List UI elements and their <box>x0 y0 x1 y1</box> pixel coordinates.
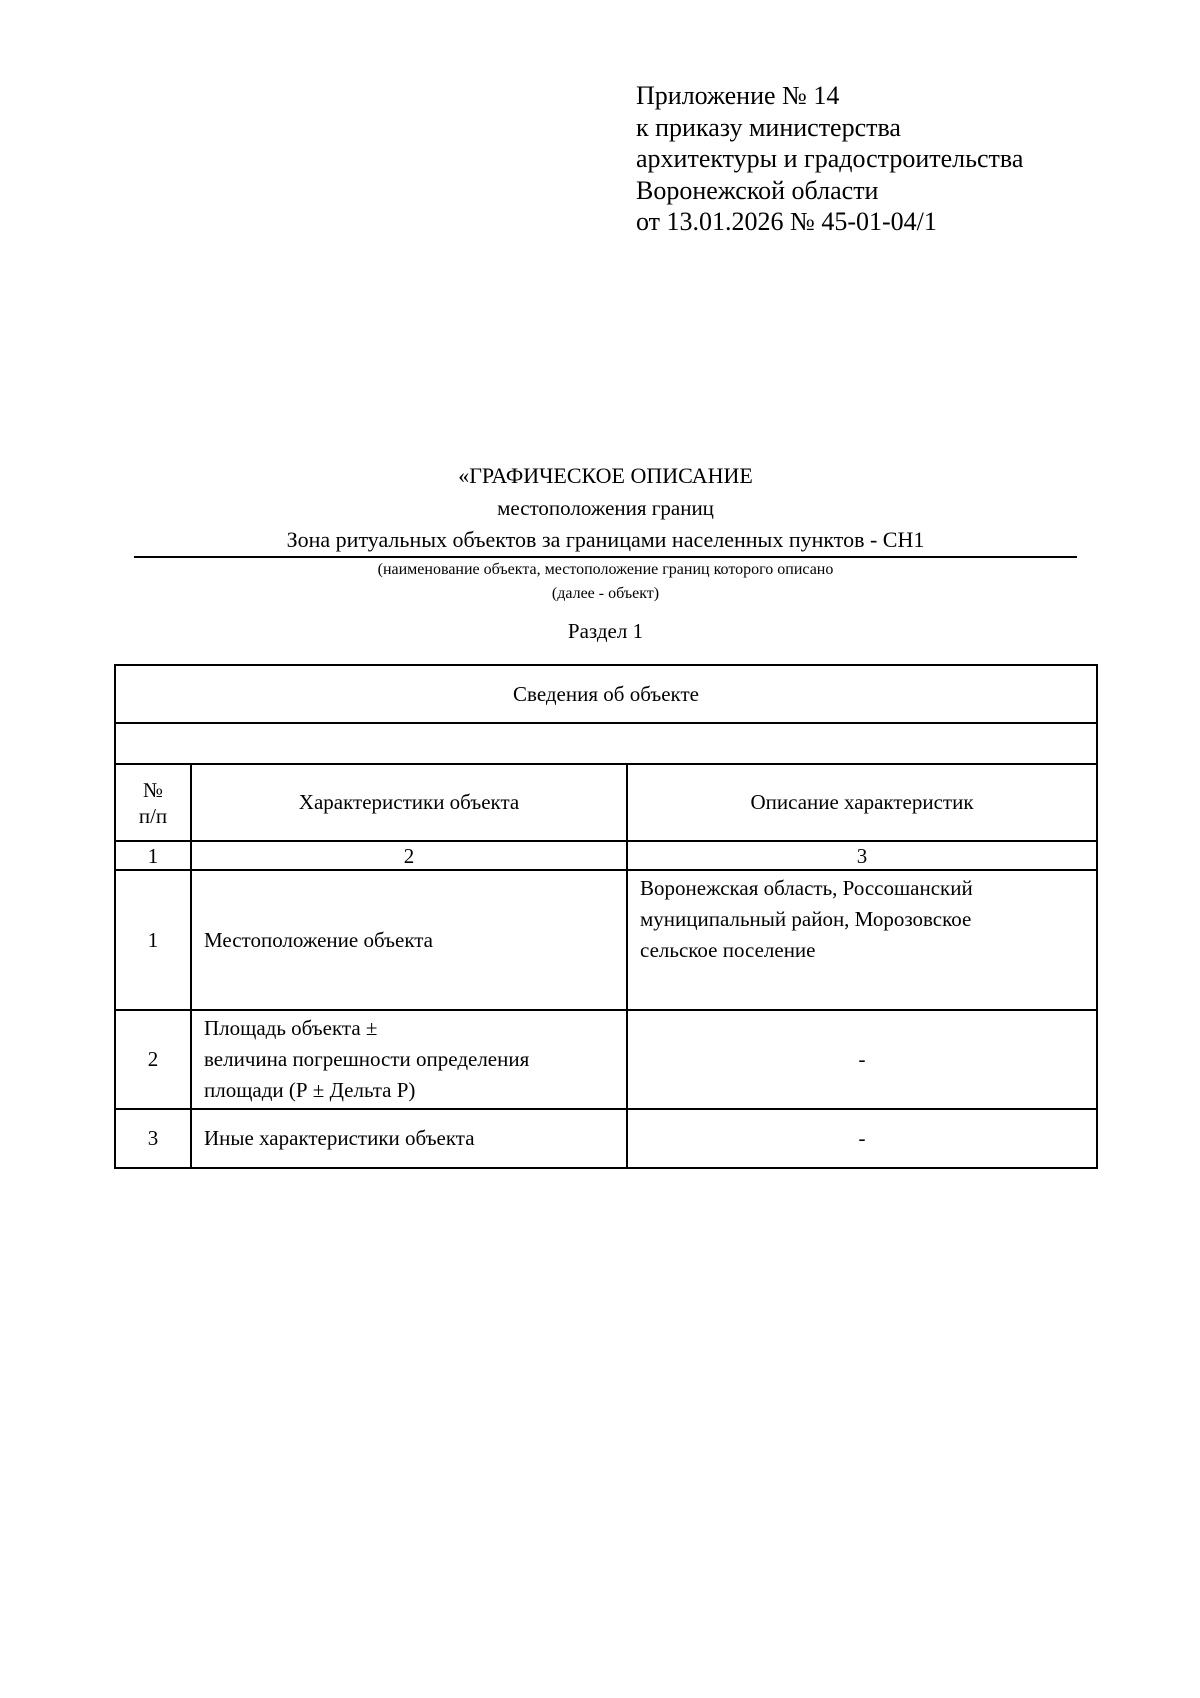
row-characteristic: Местоположение объекта <box>191 870 627 1010</box>
table-empty-row <box>115 723 1097 764</box>
row-characteristic-line: Площадь объекта ± <box>204 1016 378 1040</box>
row-number: 3 <box>115 1109 191 1168</box>
table-row <box>115 1010 1097 1109</box>
column-header-num <box>115 764 191 841</box>
table-row <box>115 870 1097 1010</box>
table-header-row <box>115 665 1097 723</box>
table-index-row <box>115 841 1097 870</box>
row-description: - <box>627 1109 1097 1168</box>
document-subtitle: местоположения границ <box>497 496 714 520</box>
row-characteristic: Иные характеристики объекта <box>191 1109 627 1168</box>
index-cell: 2 <box>191 841 627 870</box>
object-info-table <box>114 664 1098 1169</box>
column-header-description: Описание характеристик <box>627 764 1097 841</box>
appendix-block <box>636 80 1023 238</box>
column-header-num-line: п/п <box>138 803 168 828</box>
table-empty-cell <box>115 723 1097 764</box>
row-number: 2 <box>115 1010 191 1109</box>
row-characteristic <box>191 1010 627 1109</box>
row-characteristic-line: величина погрешности определения <box>204 1047 530 1071</box>
index-cell: 3 <box>627 841 1097 870</box>
appendix-line: архитектуры и градостроительства <box>636 144 1024 173</box>
table-column-headers <box>115 764 1097 841</box>
object-name-note: (наименование объекта, местоположение границ которого описано <box>377 561 834 578</box>
table-header-title: Сведения об объекте <box>115 665 1097 723</box>
title-block <box>134 460 1077 646</box>
appendix-line: к приказу министерства <box>636 112 901 142</box>
appendix-line: от 13.01.2026 № 45-01-04/1 <box>636 207 937 236</box>
index-cell: 1 <box>115 841 191 870</box>
column-header-num-line: № <box>142 777 164 802</box>
section-label: Раздел 1 <box>567 619 644 643</box>
appendix-line: Воронежской области <box>636 175 879 205</box>
row-description: - <box>627 1010 1097 1109</box>
row-number: 1 <box>115 870 191 1010</box>
column-header-characteristics: Характеристики объекта <box>191 764 627 841</box>
row-description-line: сельское поселение <box>640 938 816 962</box>
table-row <box>115 1109 1097 1168</box>
object-name-note: (далее - объект) <box>551 585 660 602</box>
appendix-line: Приложение № 14 <box>636 81 840 110</box>
document-title: «ГРАФИЧЕСКОЕ ОПИСАНИЕ <box>458 463 753 488</box>
row-characteristic-line: площади (Р ± Дельта Р) <box>204 1078 416 1102</box>
object-name: Зона ритуальных объектов за границами населенных пунктов - СН1 <box>134 524 1077 558</box>
row-description-line: муниципальный район, Морозовское <box>640 907 972 931</box>
row-description <box>627 870 1097 1010</box>
row-description-line: Воронежская область, Россошанский <box>640 876 973 900</box>
